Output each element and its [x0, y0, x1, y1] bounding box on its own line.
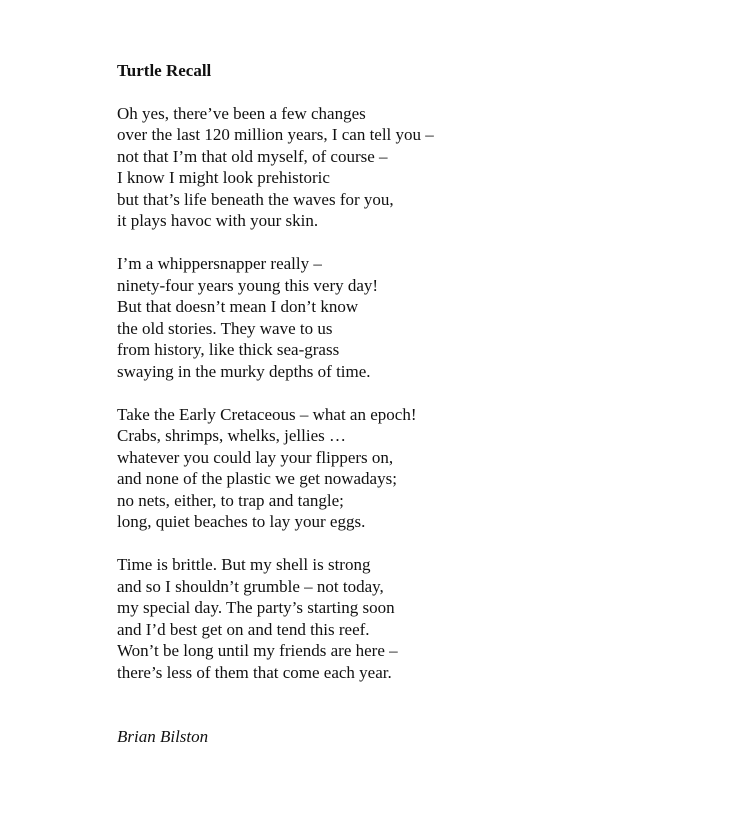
poem-line: my special day. The party’s starting soon [117, 598, 395, 617]
poem-line: Won’t be long until my friends are here – [117, 641, 398, 660]
poem-line: but that’s life beneath the waves for you, [117, 189, 394, 209]
poem-line: and I’d best get on and tend this reef. [117, 619, 370, 639]
poem-line: not that I’m that old myself, of course – [117, 146, 388, 166]
poem-line: it plays havoc with your skin. [117, 211, 319, 230]
poem-line: from history, like thick sea-grass [117, 340, 340, 359]
poem-line: no nets, either, to trap and tangle; [117, 490, 344, 510]
poem-line: Time is brittle. But my shell is strong [117, 555, 371, 574]
poem-line: Crabs, shrimps, whelks, jellies … [117, 426, 347, 445]
stanza-3 [117, 404, 434, 533]
poem-line: Take the Early Cretaceous – what an epoch! [117, 404, 417, 424]
poem-author: Brian Bilston [117, 727, 209, 746]
poem-line: there’s less of them that come each year. [117, 662, 392, 682]
poem-line: whatever you could lay your flippers on, [117, 447, 394, 467]
poem-line: swaying in the murky depths of time. [117, 361, 371, 381]
poem-line: and so I shouldn’t grumble – not today, [117, 576, 384, 596]
poem [117, 60, 434, 748]
poem-line: the old stories. They wave to us [117, 318, 333, 338]
poem-title: Turtle Recall [117, 61, 212, 80]
stanza-2 [117, 253, 434, 382]
poem-line: But that doesn’t mean I don’t know [117, 297, 359, 316]
poem-line: I know I might look prehistoric [117, 168, 330, 187]
poem-line: and none of the plastic we get nowadays; [117, 469, 397, 488]
poem-line: I’m a whippersnapper really – [117, 254, 322, 273]
poem-line: long, quiet beaches to lay your eggs. [117, 512, 366, 531]
poem-line: Oh yes, there’ve been a few changes [117, 103, 366, 123]
stanza-1 [117, 103, 434, 232]
poem-line: ninety-four years young this very day! [117, 275, 379, 295]
stanza-4 [117, 554, 434, 683]
poem-line: over the last 120 million years, I can tell you – [117, 125, 434, 144]
